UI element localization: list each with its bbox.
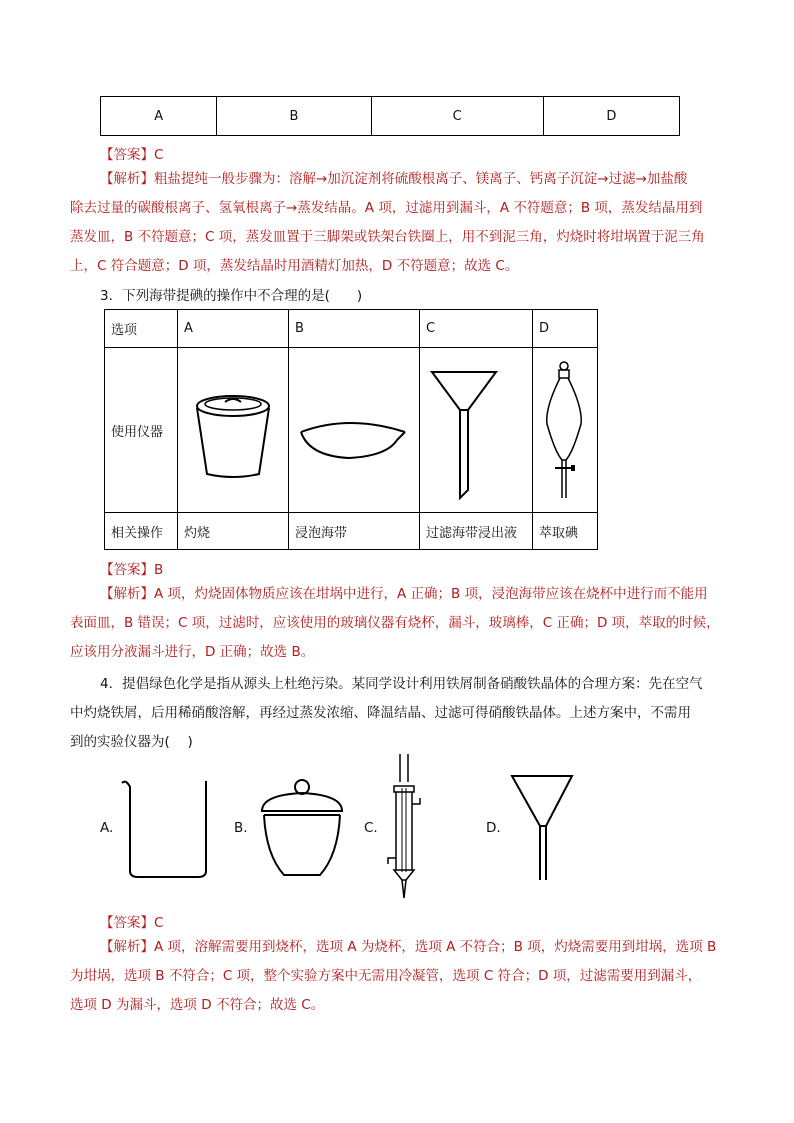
analysis-line: 应该用分液漏斗进行，D 正确；故选 B。: [70, 644, 315, 660]
answer-label: 【答案】: [100, 915, 154, 931]
crucible-image: [254, 775, 350, 885]
q3-row-operation-label: 相关操作: [105, 513, 178, 550]
q2-analysis: [70, 165, 740, 281]
analysis-line: 除去过量的碳酸根离子、氢氧根离子→蒸发结晶。A 项，过滤用到漏斗，A 不符题意；B 项，蒸发结晶用到: [70, 200, 703, 216]
answer-value: C: [154, 147, 164, 163]
q3-op-a: 灼烧: [178, 513, 289, 550]
analysis-text: A 项，溶解需要用到烧杯，选项 A 为烧杯，选项 A 不符合；B 项，灼烧需要用到坩埚，选项 B: [154, 939, 717, 955]
answer-label: 【答案】: [100, 562, 154, 578]
funnel-image-2: [510, 774, 574, 884]
q3-op-c: 过滤海带浸出液: [420, 513, 533, 550]
q3-op-d: 萃取碘: [533, 513, 598, 550]
analysis-line: 表面皿，B 错误；C 项，过滤时，应该使用的玻璃仪器有烧杯，漏斗，玻璃棒，C 正确；D 项，萃取的时候，: [70, 615, 720, 631]
q4-option-c-label: C.: [364, 820, 378, 836]
q3-header-label: 选项: [105, 310, 178, 348]
funnel-image: [420, 348, 533, 513]
q4-option-b-label: B.: [234, 820, 248, 836]
q2-options-table: [100, 96, 680, 136]
q2-col-b: B: [217, 97, 371, 136]
condenser-image: [380, 752, 430, 902]
q4-option-d-label: D.: [486, 820, 501, 836]
analysis-label: 【解析】: [100, 586, 154, 602]
q2-col-c: C: [371, 97, 543, 136]
q3-col-d: D: [533, 310, 598, 348]
answer-value: C: [154, 915, 164, 931]
q3-question: 3．下列海带提碘的操作中不合理的是( ): [100, 288, 363, 304]
analysis-text: A 项，灼烧固体物质应该在坩埚中进行，A 正确；B 项，浸泡海带应该在烧杯中进行而不能用: [154, 586, 708, 602]
table-row: [101, 97, 680, 136]
q4-question: [70, 670, 740, 757]
q3-row-instrument-label: 使用仪器: [105, 348, 178, 513]
q3-col-c: C: [420, 310, 533, 348]
watch-glass-image: [289, 348, 420, 513]
q3-op-b: 浸泡海带: [289, 513, 420, 550]
q4-analysis: [70, 933, 740, 1020]
q3-analysis: [70, 580, 740, 667]
q3-col-a: A: [178, 310, 289, 348]
q4-option-a-label: A.: [100, 820, 114, 836]
question-line: 中灼烧铁屑，后用稀硝酸溶解，再经过蒸发浓缩、降温结晶、过滤可得硝酸铁晶体。上述方案中，不需用: [70, 705, 691, 721]
separatory-funnel-image: [533, 348, 598, 513]
question-line: 4．提倡绿色化学是指从源头上杜绝污染。某同学设计利用铁屑制备硝酸铁晶体的合理方案：先在空气: [100, 676, 703, 692]
q2-col-a: A: [101, 97, 217, 136]
analysis-line: [100, 580, 740, 609]
q3-answer: [100, 558, 163, 578]
table-row: [105, 310, 598, 348]
analysis-line: 为坩埚，选项 B 不符合；C 项，整个实验方案中无需用冷凝管，选项 C 符合；D 项，过滤需要用到漏斗，: [70, 968, 702, 984]
q4-answer: [100, 911, 163, 931]
q3-col-b: B: [289, 310, 420, 348]
analysis-line: [100, 933, 740, 962]
analysis-label: 【解析】: [100, 939, 154, 955]
q3-table: [104, 309, 598, 550]
beaker-image: [118, 775, 214, 881]
answer-value: B: [154, 562, 164, 578]
q2-col-d: D: [543, 97, 679, 136]
analysis-line: 上，C 符合题意；D 项，蒸发结晶时用酒精灯加热，D 不符题意；故选 C。: [70, 258, 519, 274]
q2-answer: [100, 143, 163, 163]
analysis-text: 粗盐提纯一般步骤为：溶解→加沉淀剂将硫酸根离子、镁离子、钙离子沉淀→过滤→加盐酸: [154, 171, 688, 187]
analysis-line: [100, 165, 740, 194]
answer-label: 【答案】: [100, 147, 154, 163]
table-row: [105, 513, 598, 550]
analysis-line: 蒸发皿，B 不符题意；C 项，蒸发皿置于三脚架或铁架台铁圈上，用不到泥三角，灼烧时将坩埚置于泥三角: [70, 229, 705, 245]
analysis-line: 选项 D 为漏斗，选项 D 不符合；故选 C。: [70, 997, 325, 1013]
question-line: 到的实验仪器为( ): [70, 734, 193, 750]
crucible-with-lid-image: [178, 348, 289, 513]
table-row: [105, 348, 598, 513]
analysis-label: 【解析】: [100, 171, 154, 187]
